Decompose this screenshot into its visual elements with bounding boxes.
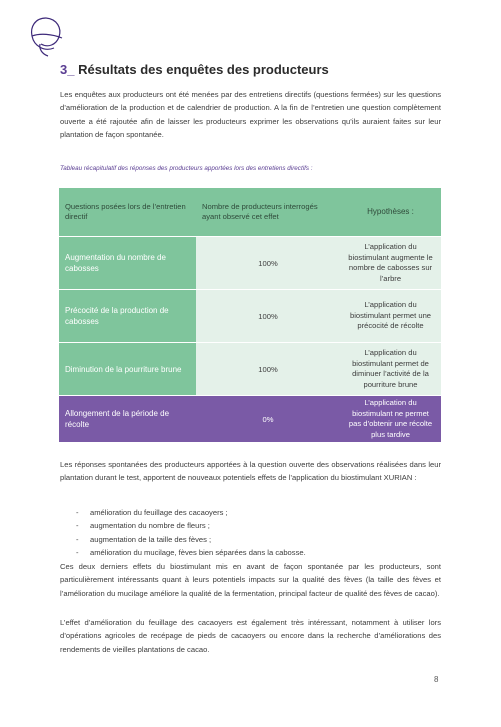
section-number: 3	[60, 62, 68, 77]
intro-paragraph: Les enquêtes aux producteurs ont été menées par des entretiens directifs (questions fermées) sur les questions d’amélioration de la production et de calendrier de production. A la fin de l’entretien une question complètement ouverte a été rajoutée afin de laisser les producteurs exprimer les observations qu’ils auraient faites sur leur plantation de façon spontanée.	[60, 90, 441, 139]
list-item-text: amélioration du feuillage des cacaoyers ;	[90, 508, 228, 517]
row-hypothesis: L’application du biostimulant augmente le nombre de cabosses sur l’arbre	[340, 237, 441, 290]
row-question: Précocité de la production de cabosses	[59, 290, 196, 343]
spontaneous-paragraph: Les réponses spontanées des producteurs apportées à la question ouverte des observations réalisées dans leur plantation durant le test, apportent de nouveaux potentiels effets de l’application du biostimulant XURIAN :	[60, 460, 441, 483]
row-value: 100%	[196, 343, 340, 396]
bullet-dash: -	[76, 547, 79, 557]
bullet-dash: -	[76, 521, 79, 531]
table-row	[59, 237, 441, 290]
results-table	[59, 188, 441, 443]
row-question: Augmentation du nombre de cabosses	[59, 237, 196, 290]
row-value: 0%	[196, 396, 340, 443]
section-heading	[60, 62, 329, 77]
table-row	[59, 343, 441, 396]
row-hypothesis: L’application du biostimulant permet de diminuer l’activité de la pourriture brune	[340, 343, 441, 396]
list-item-text: amélioration du mucilage, fèves bien séparées dans la cabosse.	[90, 547, 306, 557]
row-hypothesis: L’application du biostimulant ne permet pas d’obtenir une récolte plus tardive	[340, 396, 441, 443]
bullet-dash: -	[76, 508, 79, 517]
table-header-row	[59, 188, 441, 237]
quality-paragraph: Ces deux derniers effets du biostimulant mis en avant de façon spontanée par les producteurs, sont particulièrement intéressants quant à leurs potentiels impacts sur la qualité des fèves (la taille des fèves et l’amélioration du mucilage améliore la qualité de la fermentation, principal facteur de qualité des fèves de cacao).	[60, 562, 441, 598]
table-row	[59, 290, 441, 343]
list-item	[76, 546, 306, 559]
list-item	[76, 519, 306, 532]
list-item-text: augmentation du nombre de fleurs ;	[90, 521, 210, 531]
list-item	[76, 533, 306, 546]
row-hypothesis: L’application du biostimulant permet une précocité de récolte	[340, 290, 441, 343]
list-item	[76, 506, 306, 519]
row-question: Diminution de la pourriture brune	[59, 343, 196, 396]
table-header-question: Questions posées lors de l’entretien directif	[59, 188, 196, 237]
table-header-hypothesis: Hypothèses :	[340, 188, 441, 237]
section-separator: _	[67, 62, 75, 77]
circle-swirl-logo-icon	[26, 14, 66, 58]
row-question: Allongement de la période de récolte	[59, 396, 196, 443]
foliage-paragraph: L’effet d’amélioration du feuillage des cacaoyers est également très intéressant, notamment à utiliser lors d’opérations agricoles de recépage de pieds de cacaoyers ou encore dans la recherche d’améliorations des rendements de vieilles plantations de cacao.	[60, 618, 441, 654]
table-header-count: Nombre de producteurs interrogés ayant observé cet effet	[196, 188, 340, 237]
list-item-text: augmentation de la taille des fèves ;	[90, 534, 212, 544]
section-title: Résultats des enquêtes des producteurs	[74, 62, 329, 77]
table-caption: Tableau récapitulatif des réponses des producteurs apportées lors des entretiens directifs :	[60, 165, 313, 172]
row-value: 100%	[196, 290, 340, 343]
effects-list	[76, 506, 306, 559]
row-value: 100%	[196, 237, 340, 290]
bullet-dash: -	[76, 534, 79, 544]
table-row-highlighted	[59, 396, 441, 443]
page-number: 8	[434, 675, 439, 684]
